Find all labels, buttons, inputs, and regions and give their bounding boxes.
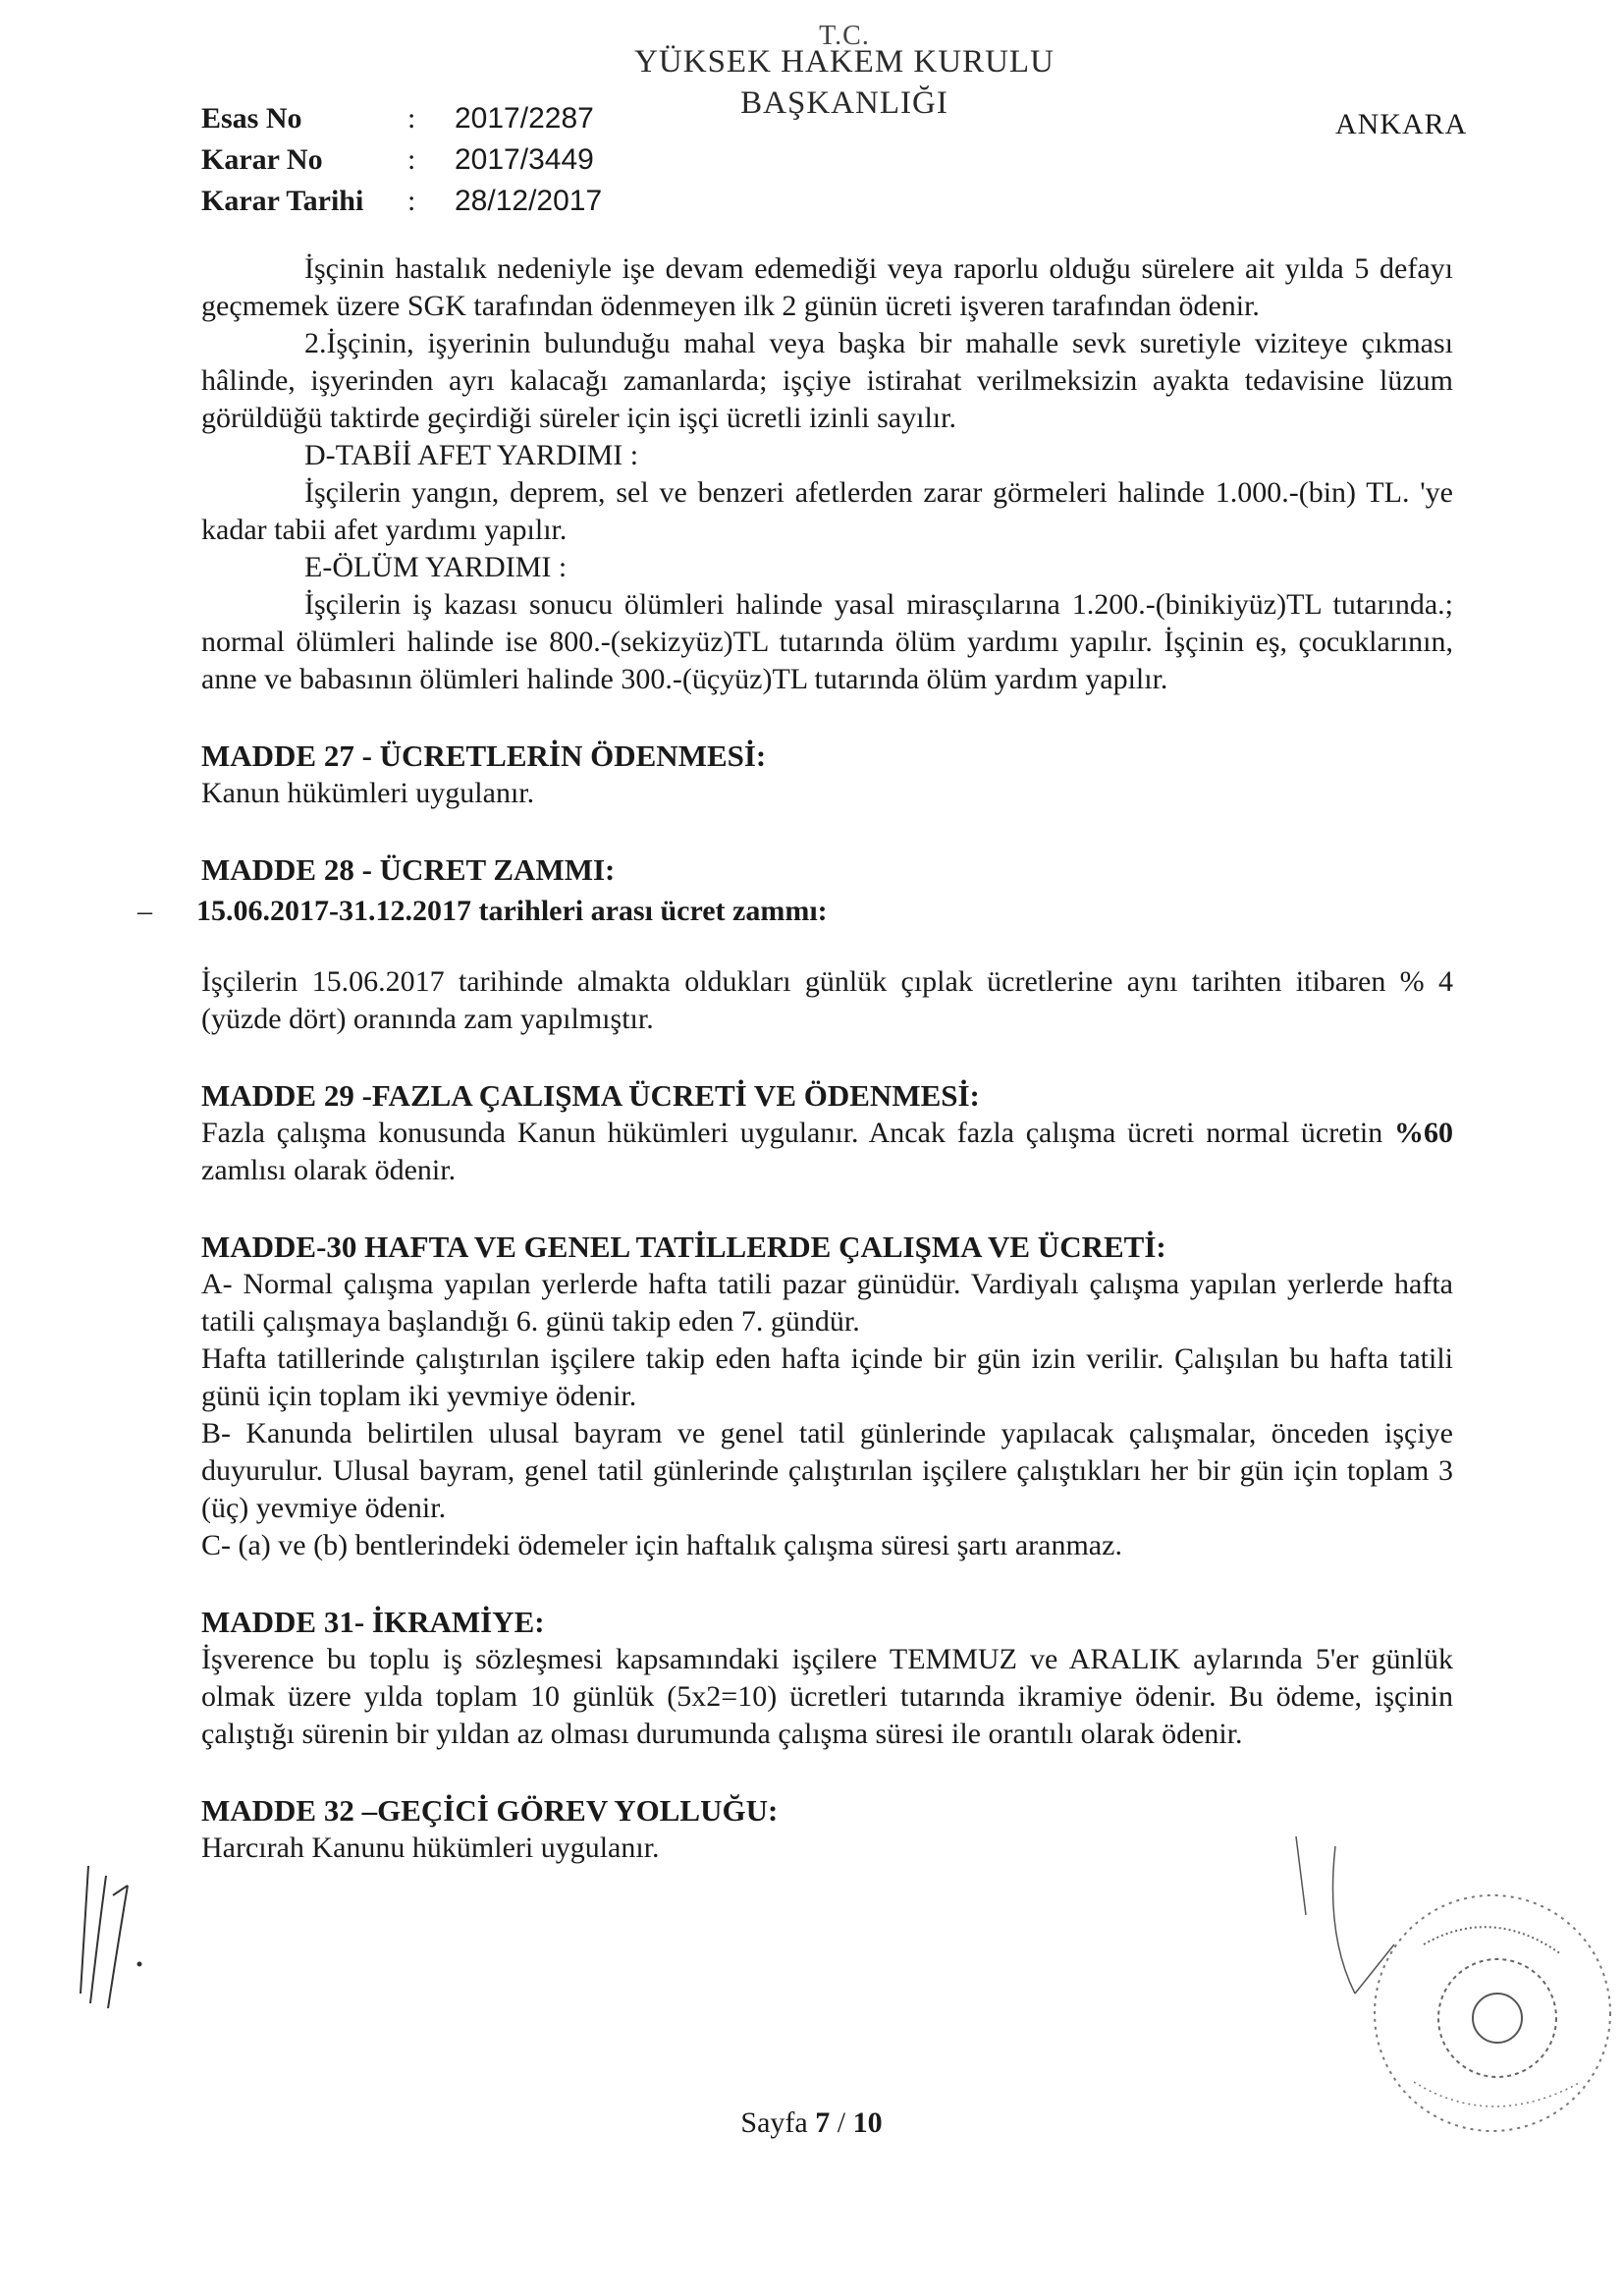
raise-period: 15.06.2017-31.12.2017 tarihleri arası ücret zammı: [196, 895, 828, 927]
article-29-text-b: zamlısı olarak ödenir. [201, 1154, 457, 1186]
section-e-text: İşçilerin iş kazası sonucu ölümleri halinde yasal mirasçılarına 1.200.-(binikiyüz)TL tutarında.; normal ölümleri halinde ise 800.-(sekizyüz)TL tutarında ölüm yardımı yapılır. İşçinin eş, çocuklarının, anne ve babasının ölümleri halinde 300.-(üçyüz)TL tutarında ölüm yardım yapılır. [201, 588, 1453, 695]
article-28-title: MADDE 28 - ÜCRET ZAMMI: [201, 852, 616, 887]
case-metadata [201, 98, 602, 222]
article-27-text: Kanun hükümleri uygulanır. [201, 777, 535, 809]
article-30-a: A- Normal çalışma yapılan yerlerde hafta tatili pazar günüdür. Vardiyalı çalışma yapılan yerlerde hafta tatili çalışmaya başlandığı 6. günü takip eden 7. gündür. [201, 1268, 1453, 1338]
meta-colon: : [407, 143, 416, 176]
country-abbrev: T.C. [819, 21, 870, 51]
paragraph-visit: 2.İşçinin, işyerinin bulunduğu mahal veya başka bir mahalle sevk suretiyle viziteye çıkması hâlinde, işyerinden ayrı kalacağı zamanlarda; işçiye istirahat verilmeksizin ayakta tedavisine lüzum görüldüğü taktirde geçirdiği süreler için işçi ücretli izinli sayılır. [201, 327, 1453, 434]
meta-value: 28/12/2017 [455, 185, 603, 217]
article-29-title: MADDE 29 -FAZLA ÇALIŞMA ÜCRETİ VE ÖDENMESİ: [201, 1078, 980, 1113]
paragraph-sick-pay: İşçinin hastalık nedeniyle işe devam edemediği veya raporlu olduğu sürelere ait yılda 5 defayı geçmemek üzere SGK tarafından ödenmeyen ilk 2 günün ücreti işveren tarafından ödenir. [201, 252, 1453, 322]
article-30-b: B- Kanunda belirtilen ulusal bayram ve genel tatil günlerinde yapılacak çalışmalar, önceden işçiye duyurulur. Ulusal bayram, genel tatil günlerinde çalıştırılan işçilere çalıştıkları her bir gün için toplam 3 (üç) yevmiye ödenir. [201, 1417, 1453, 1524]
article-30-c: C- (a) ve (b) bentlerindeki ödemeler için haftalık çalışma süresi şartı aranmaz. [201, 1529, 1122, 1561]
meta-colon: : [407, 102, 416, 135]
org-line-2: BAŞKANLIĞI [740, 85, 948, 121]
official-stamp [1267, 1827, 1620, 2151]
overtime-percent: %60 [1394, 1117, 1453, 1149]
article-31-text: İşverence bu toplu iş sözleşmesi kapsamındaki işçilere TEMMUZ ve ARALIK aylarında 5'er günlük olmak üzere yılda toplam 10 günlük (5x2=10) ücretleri tutarında ikramiye ödenir. Bu ödeme, işçinin çalıştığı sürenin bir yıldan az olması durumunda çalışma süresi ile orantılı olarak ödenir. [201, 1643, 1453, 1750]
article-32-text: Harcırah Kanunu hükümleri uygulanır. [201, 1831, 660, 1864]
article-30-a2: Hafta tatillerinde çalıştırılan işçilere takip eden hafta içinde bir gün izin verilir. Çalışılan bu hafta tatili günü için toplam iki yevmiye ödenir. [201, 1342, 1453, 1412]
meta-value: 2017/3449 [455, 143, 594, 176]
meta-row-tarih [201, 181, 602, 222]
page-current: 7 [815, 2106, 831, 2139]
article-30-title: MADDE-30 HAFTA VE GENEL TATİLLERDE ÇALIŞMA VE ÜCRETİ: [201, 1230, 1166, 1264]
meta-label: Esas No [201, 102, 302, 135]
page-separator: / [830, 2106, 853, 2139]
article-28-text: İşçilerin 15.06.2017 tarihinde almakta oldukları günlük çıplak ücretlerine aynı tarihten itibaren % 4 (yüzde dört) oranında zam yapılmıştır. [201, 965, 1453, 1035]
section-d-title: D-TABİİ AFET YARDIMI : [304, 439, 639, 471]
article-31-title: MADDE 31- İKRAMİYE: [201, 1605, 545, 1639]
meta-colon: : [407, 185, 416, 217]
page-total: 10 [852, 2106, 883, 2139]
article-28-subheading [98, 893, 1453, 930]
section-d-text: İşçilerin yangın, deprem, sel ve benzeri afetlerden zarar görmeleri halinde 1.000.-(bin) TL. 'ye kadar tabii afet yardımı yapılır. [201, 476, 1453, 546]
article-27-title: MADDE 27 - ÜCRETLERİN ÖDENMESİ: [201, 738, 767, 773]
org-line-1: YÜKSEK HAKEM KURULU [634, 44, 1055, 80]
article-29-text-a: Fazla çalışma konusunda Kanun hükümleri uygulanır. Ancak fazla çalışma ücreti normal ücretin [201, 1117, 1394, 1149]
meta-row-karar [201, 139, 602, 181]
city-label: ANKARA [1335, 108, 1468, 140]
initials-signature [59, 1846, 157, 2023]
page-footer [0, 2106, 1623, 2140]
meta-label: Karar No [201, 143, 323, 176]
meta-row-esas [201, 98, 602, 139]
article-29-text [201, 1115, 1453, 1189]
section-e-title: E-ÖLÜM YARDIMI : [304, 551, 568, 583]
meta-value: 2017/2287 [455, 102, 594, 135]
document-body [137, 250, 1453, 1867]
page-prefix: Sayfa [740, 2106, 816, 2139]
dash-bullet: – [137, 895, 152, 927]
organization-header [550, 21, 1139, 124]
meta-label: Karar Tarihi [201, 185, 364, 217]
article-32-title: MADDE 32 –GEÇİCİ GÖREV YOLLUĞU: [201, 1793, 779, 1828]
